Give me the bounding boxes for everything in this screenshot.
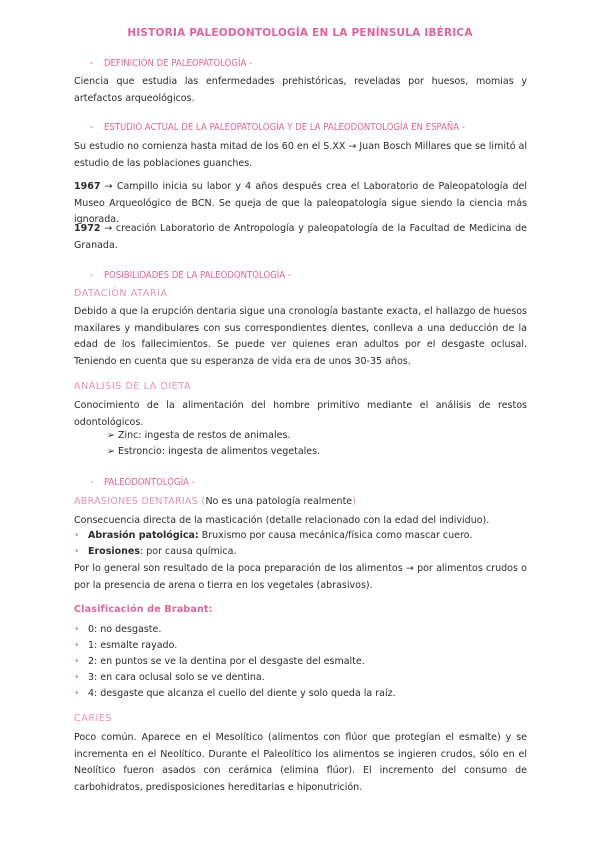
subheading-dieta: ANÁLISIS DE LA DIETA — [74, 381, 192, 392]
dieta-item: ➢ Estroncio: ingesta de alimentos vegetales. — [107, 446, 321, 457]
definicion-text: Ciencia que estudia las enfermedades prehistóricas, reveladas por huesos, momias y artefactos arqueológicos. — [74, 76, 527, 104]
section-heading-definicion: - DEFINICIÓN DE PALEOPATOLOGÍA - — [90, 58, 253, 69]
paragraph-1972: 1972 → creación Laboratorio de Antropología y paleopatología de la Facultad de Medicina de Granada. — [74, 223, 527, 251]
subheading-caries: CARIES — [74, 713, 113, 724]
subheading-abrasiones: ABRASIONES DENTARIAS (No es una patología realmente) — [74, 496, 357, 507]
dieta-text: Conocimiento de la alimentación del hombre primitivo mediante el análisis de restos odontológicos. — [74, 400, 527, 428]
section-heading-paleodontologia: - PALEODONTOLOGÍA - — [90, 477, 195, 488]
paragraph-1967: 1967 → Campillo inicia su labor y 4 años después crea el Laboratorio de Paleopatología del Museo Arqueológico de BCN. Se queja de que la paleopatología sigue siendo la ciencia más ignorada. — [74, 181, 527, 225]
subheading-brabant: Clasificación de Brabant: — [74, 604, 213, 615]
brabant-item: • 0: no desgaste. — [74, 624, 162, 635]
abrasion-item: • Abrasión patológica: Bruxismo por causa mecánica/física como mascar cuero. — [74, 530, 473, 541]
caries-text: Poco común. Aparece en el Mesolítico (alimentos con flúor que protegían el esmalte) y se incrementa en el Neolítico. Durante el Paleolítico los alimentos se ingieren crudos, sólo en el Neolítico fueron asados con cerámica (elimina flúor). El incremento del consumo de carbohidratos, predisposiciones hereditarias e hiponutrición. — [74, 732, 527, 793]
brabant-item: • 2: en puntos se ve la dentina por el desgaste del esmalte. — [74, 656, 365, 667]
brabant-item: • 4: desgaste que alcanza el cuello del diente y solo queda la raíz. — [74, 688, 396, 699]
page-title: HISTORIA PALEODONTOLOGÍA EN LA PENÍNSULA IBÉRICA — [127, 27, 473, 39]
section-heading-posibilidades: - POSIBILIDADES DE LA PALEODONTOLOGÍA - — [90, 270, 291, 281]
abrasion-item: • Erosiones: por causa química. — [74, 546, 237, 557]
section-heading-estudio: - ESTUDIO ACTUAL DE LA PALEOPATOLOGÍA Y DE LA PALEODONTOLOGÍA EN ESPAÑA - — [90, 122, 465, 133]
brabant-item: • 1: esmalte rayado. — [74, 640, 178, 651]
dieta-item: ➢ Zinc: ingesta de restos de animales. — [107, 430, 291, 441]
subheading-datacion: DATACIÓN ATARIA — [74, 288, 168, 299]
estudio-text: Su estudio no comienza hasta mitad de los 60 en el S.XX → Juan Bosch Millares que se limitó al estudio de las poblaciones guanches. — [74, 141, 527, 169]
abrasiones-text-2: Por lo general son resultado de la poca preparación de los alimentos → por alimentos crudos o por la presencia de arena o tierra en los vegetales (abrasivos). — [74, 563, 527, 591]
datacion-text: Debido a que la erupción dentaria sigue una cronología bastante exacta, el hallazgo de huesos maxilares y mandibulares con sus correspondientes dientes, conlleva a una deducción de la edad de los fallecimientos. Se puede ver quienes eran adultos por el desgaste oclusal. Teniendo en cuenta que su esperanza de vida era de unos 30-35 años. — [74, 306, 527, 367]
brabant-item: • 3: en cara oclusal solo se ve dentina. — [74, 672, 265, 683]
abrasiones-text: Consecuencia directa de la masticación (detalle relacionado con la edad del individuo). — [74, 515, 490, 526]
